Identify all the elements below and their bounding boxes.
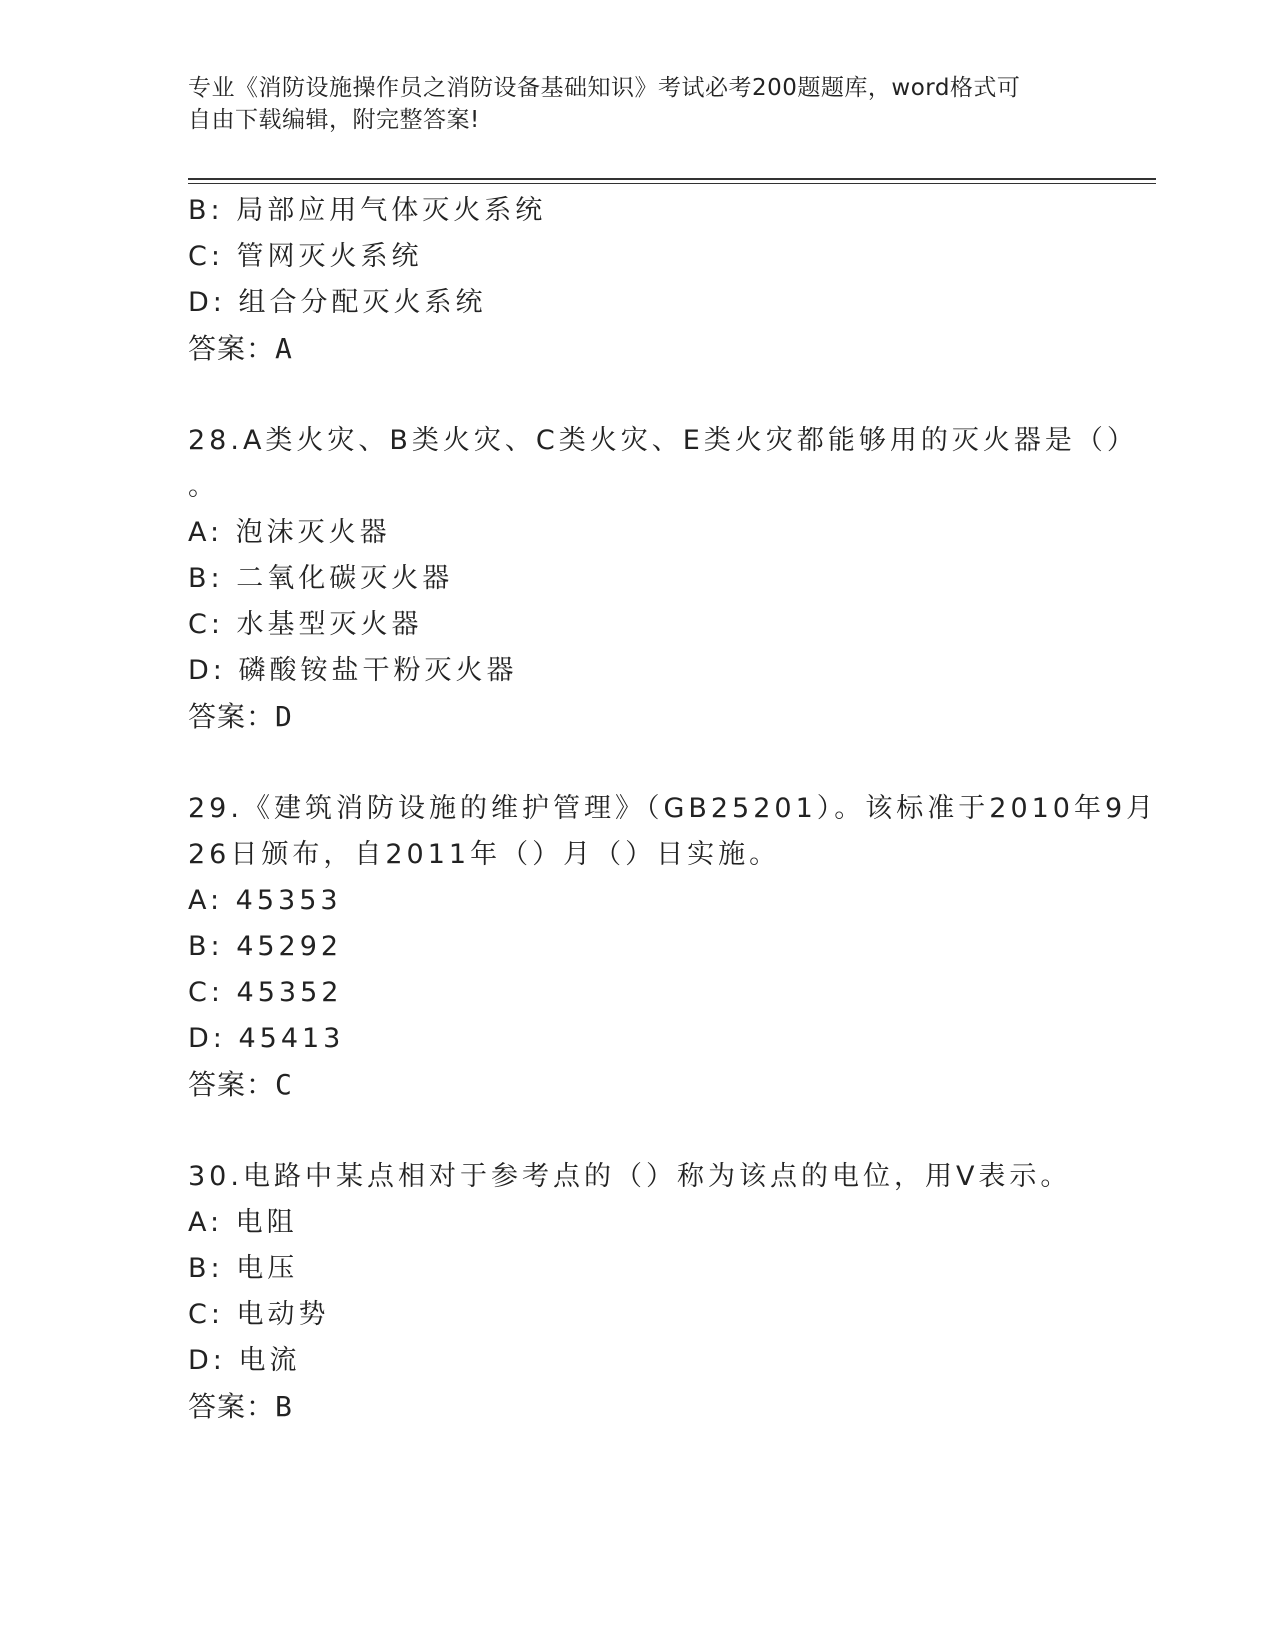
question-stem-line-1: 30.电路中某点相对于参考点的（）称为该点的电位，用V表示。 bbox=[188, 1161, 1072, 1192]
option-c: C: 电动势 bbox=[188, 1299, 330, 1330]
option-d: D: 组合分配灭火系统 bbox=[188, 287, 487, 318]
option-b: B: 电压 bbox=[188, 1253, 299, 1284]
option-c: C: 管网灭火系统 bbox=[188, 241, 423, 272]
option-a: A: 电阻 bbox=[188, 1207, 298, 1238]
header-line-1: 专业《消防设施操作员之消防设备基础知识》考试必考200题题库，word格式可 bbox=[188, 75, 1021, 101]
answer-label: 答案： bbox=[188, 700, 276, 733]
question-28 bbox=[188, 418, 1138, 740]
option-a: A: 45353 bbox=[188, 885, 342, 916]
answer-label: 答案： bbox=[188, 1068, 276, 1101]
header-rule-thin bbox=[188, 183, 1156, 184]
document-header bbox=[188, 72, 1088, 136]
answer-value: B bbox=[275, 1390, 292, 1423]
option-d: D: 电流 bbox=[188, 1345, 301, 1376]
question-27-continued bbox=[188, 188, 1088, 372]
option-b: B: 局部应用气体灭火系统 bbox=[188, 195, 547, 226]
answer-line bbox=[188, 1384, 1088, 1430]
question-stem-line-2: 26日颁布，自2011年（）月（）日实施。 bbox=[188, 839, 781, 870]
question-stem-line-1: 28.A类火灾、B类火灾、C类火灾、E类火灾都能够用的灭火器是（） bbox=[188, 425, 1138, 456]
answer-label: 答案： bbox=[188, 332, 276, 365]
answer-line bbox=[188, 1062, 1088, 1108]
answer-line bbox=[188, 326, 1088, 372]
option-d: D: 磷酸铵盐干粉灭火器 bbox=[188, 655, 518, 686]
question-30 bbox=[188, 1154, 1088, 1430]
option-c: C: 45352 bbox=[188, 977, 343, 1008]
answer-value: D bbox=[275, 700, 292, 733]
question-stem-line-1: 29.《建筑消防设施的维护管理》（GB25201）。该标准于2010年9月 bbox=[188, 793, 1158, 824]
question-list bbox=[188, 188, 1158, 1476]
option-b: B: 45292 bbox=[188, 931, 343, 962]
option-b: B: 二氧化碳灭火器 bbox=[188, 563, 454, 594]
header-line-2: 自由下载编辑，附完整答案! bbox=[188, 107, 480, 133]
answer-label: 答案： bbox=[188, 1390, 276, 1423]
option-d: D: 45413 bbox=[188, 1023, 345, 1054]
option-c: C: 水基型灭火器 bbox=[188, 609, 423, 640]
answer-value: C bbox=[275, 1068, 292, 1101]
question-stem-line-2: 。 bbox=[188, 471, 219, 502]
answer-line bbox=[188, 694, 1088, 740]
answer-value: A bbox=[275, 332, 292, 365]
question-29 bbox=[188, 786, 1158, 1108]
option-a: A: 泡沫灭火器 bbox=[188, 517, 391, 548]
header-rule-thick bbox=[188, 178, 1156, 180]
